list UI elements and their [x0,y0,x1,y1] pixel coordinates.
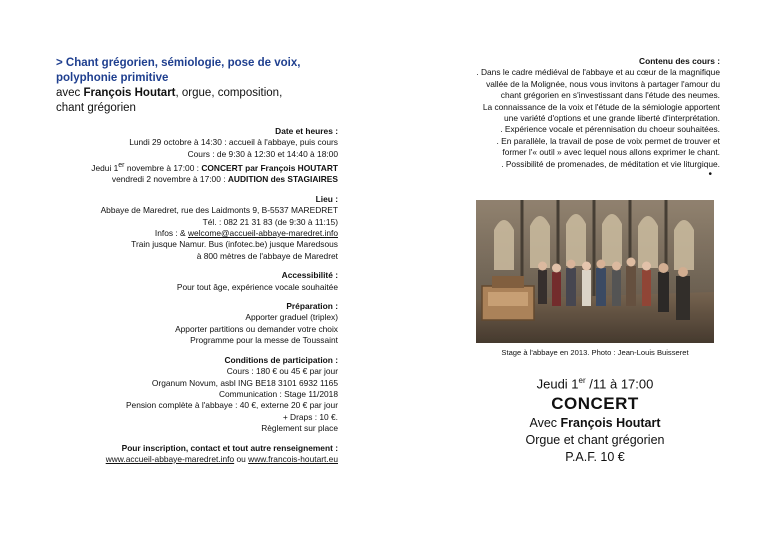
right-column [428,56,720,180]
prep-section: Préparation : Apporter graduel (triplex) Apporter partitions ou demander votre choix Programme pour la messe de Toussaint [56,301,338,347]
course-teacher: avec François Houtart, orgue, composition, chant grégorien [56,87,283,114]
dates-heading: Date et heures : [275,126,338,136]
abbaye-link[interactable]: www.accueil-abbaye-maredret.info [105,453,235,464]
concert-date: Jeudi 1er /11 à 17:00 [536,376,654,392]
contenu-line: vallée de la Molignée, nous vous invitons à partager l'amour du [486,78,720,89]
contenu-line: chant grégorien en s'investissant dans l'étude des neumes. [500,90,720,101]
concert-title: CONCERT [551,394,639,414]
email-link[interactable]: welcome@accueil-abbaye-maredret.info [187,228,338,239]
contenu-section [428,56,720,170]
contenu-line: une variété d'options et une grande liberté d'interprétation. [504,113,720,124]
contenu-line: . Dans le cadre médiéval de l'abbaye et au cœur de la magnifique [476,67,720,78]
contenu-line: . Possibilité de promenades, de méditation et vie liturgique. [501,158,720,169]
access-section: Accessibilité : Pour tout âge, expérience vocale souhaitée [56,270,338,293]
concert-block [476,372,714,466]
lieu-heading: Lieu : [315,193,338,204]
bullet-dot: • [708,169,712,181]
teacher-name: François Houtart [83,87,176,99]
contenu-line: La connaissance de la voix et l'étude de la sémiologie apportent [482,101,720,112]
contenu-line: former l'« outil » avec lequel nous allons exprimer le chant. [502,147,720,158]
dates-section: Date et heures : Lundi 29 octobre à 14:30 : accueil à l'abbaye, puis cours Cours : de 9:30 à 12:30 et 14:40 à 18:00 Jedui 1er novembre à 17:00 : CONCERT par François HOUTART vendredi 2 novembre à 17:00 : AUDITION des STAGIAIRES [56,126,338,186]
concert-price: P.A.F. 10 € [565,450,625,465]
choir-photo [476,200,714,343]
contenu-line: . En parallèle, la travail de pose de voix permet de trouver et [496,135,720,146]
access-heading: Accessibilité : [281,270,338,281]
houtart-link[interactable]: www.francois-houtart.eu [248,453,338,464]
photo-caption: Stage à l'abbaye en 2013. Photo : Jean-Louis Buisseret [501,348,689,357]
left-column [56,56,338,473]
lieu-section: Lieu : Abbaye de Maredret, rue des Laidmonts 9, B-5537 MAREDRET Tél. : 082 21 31 83 (de 9:30 à 11:15) Infos : & welcome@accueil-abbaye-maredret.info Train jusque Namur. Bus (infotec.be) jusque Maredsous à 800 mètres de l'abbaye de Maredret [56,194,338,262]
prep-heading: Préparation : [286,301,338,312]
inscription-heading: Pour inscription, contact et tout autre renseignement : [121,442,338,453]
conditions-heading: Conditions de participation : [224,354,338,365]
course-title: > Chant grégorien, sémiologie, pose de voix, polyphonie primitive [56,57,301,84]
conditions-section: Conditions de participation : Cours : 180 € ou 45 € par jour Organum Novum, asbl ING BE18 3101 6932 1165 Communication : Stage 11/2018 Pension complète à l'abbaye : 40 €, externe 20 € par jour + Draps : 10 €. Règlement sur place [56,355,338,435]
contenu-heading: Contenu des cours : [639,56,720,66]
contenu-line: . Expérience vocale et pérennisation du choeur souhaitées. [500,124,720,135]
inscription-section: Pour inscription, contact et tout autre renseignement : www.accueil-abbaye-maredret.info ou www.francois-houtart.eu [56,443,338,466]
concert-performer: Avec François Houtart [529,416,661,431]
concert-program: Orgue et chant grégorien [525,433,665,448]
